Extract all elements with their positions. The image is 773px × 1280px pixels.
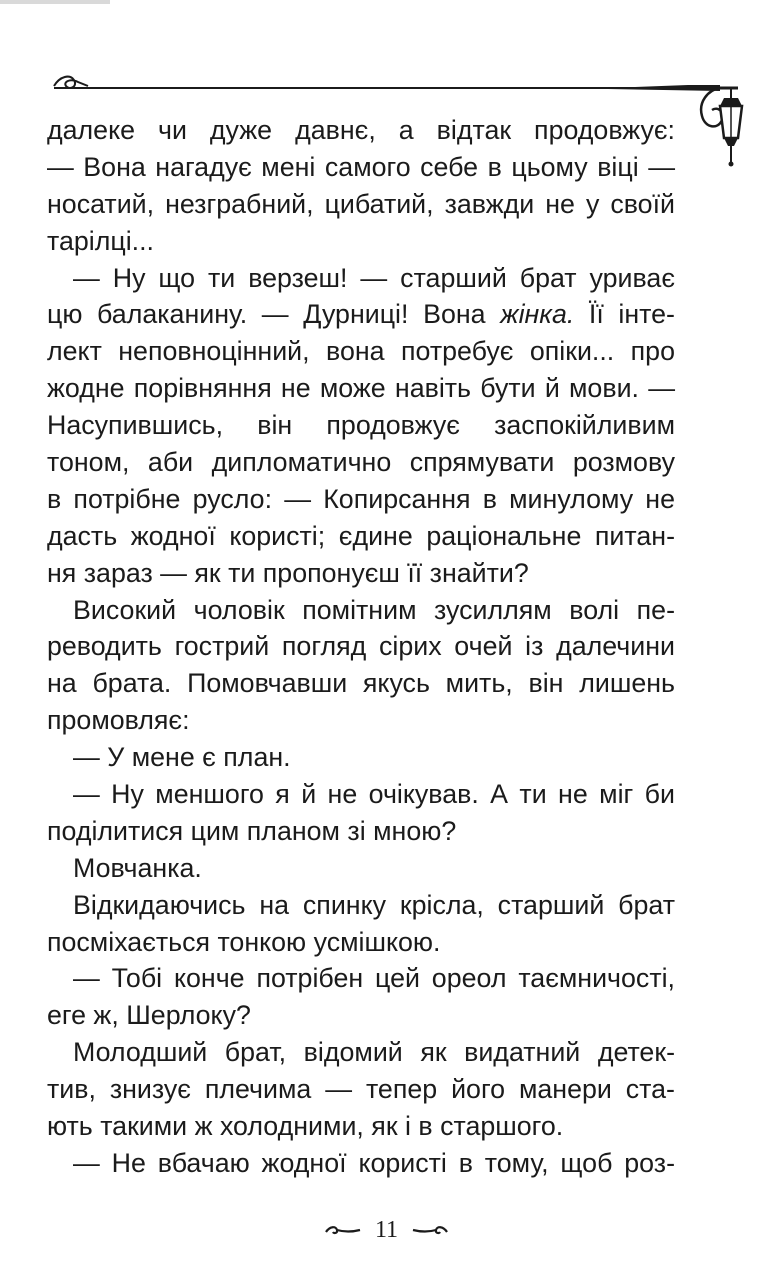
text-line: тив, знизує плечима — тепер його манери ста- xyxy=(47,1074,675,1105)
text-line: Мовчанка. xyxy=(73,852,202,883)
right-flourish-icon xyxy=(411,1223,449,1237)
text-line: — Вона нагадує мені самого себе в цьому віці — xyxy=(47,151,675,182)
text-line: тарілці... xyxy=(47,225,155,256)
text-line: тоном, аби дипломатично спрямувати розмову xyxy=(47,447,675,478)
text-line: — У мене є план. xyxy=(73,742,291,773)
text-line xyxy=(47,296,675,333)
text-line: еге ж, Шерлоку? xyxy=(47,1000,251,1031)
text-line: реводить гострий погляд сірих очей із далечини xyxy=(47,631,675,662)
text-line: — Тобі конче потрібен цей ореол таємничості, xyxy=(73,963,675,994)
scan-edge-mark xyxy=(0,0,110,4)
left-flourish-icon xyxy=(324,1223,362,1237)
page-number: 11 xyxy=(374,1217,399,1243)
page-footer xyxy=(0,1212,773,1248)
text-line: Високий чоловік помітним зусиллям волі пе- xyxy=(73,594,675,625)
text-segment: цю балаканину. — Дурниці! Вона xyxy=(47,299,501,330)
text-line: Відкидаючись на спинку крісла, старший брат xyxy=(73,889,675,920)
text-line: на брата. Помовчавши якусь мить, він лишень xyxy=(47,668,675,699)
text-line: дасть жодної користі; єдине раціональне питан- xyxy=(47,520,675,551)
text-line: носатий, незграбний, цибатий, завжди не у своїй xyxy=(47,188,675,219)
text-line: — Ну що ти верзеш! — старший брат уриває xyxy=(73,262,675,293)
italic-emphasis: жінка. xyxy=(500,299,575,330)
text-line: Насупившись, він продовжує заспокійливим xyxy=(47,410,675,441)
page-text xyxy=(47,112,675,1182)
text-line: — Не вбачаю жодної користі в тому, щоб роз- xyxy=(73,1147,675,1178)
text-line: поділитися цим планом зі мною? xyxy=(47,815,457,846)
text-line: — Ну меншого я й не очікував. А ти не міг би xyxy=(73,779,675,810)
text-line: лект неповноцінний, вона потребує опіки... про xyxy=(47,336,675,367)
text-line: далеке чи дуже давнє, а відтак продовжує: xyxy=(47,115,675,145)
text-line: промовляє: xyxy=(47,705,190,736)
text-line: ють такими ж холодними, як і в старшого. xyxy=(47,1111,564,1142)
text-line: жодне порівняння не може навіть бути й мови. — xyxy=(47,373,675,404)
text-line: ня зараз — як ти пропонуєш її знайти? xyxy=(47,557,529,588)
text-segment: Її інте- xyxy=(574,299,675,330)
text-line: Молодший брат, відомий як видатний детек- xyxy=(73,1037,675,1068)
text-line: посміхається тонкою усмішкою. xyxy=(47,926,441,957)
text-line: в потрібне русло: — Копирсання в минулому не xyxy=(47,483,675,514)
